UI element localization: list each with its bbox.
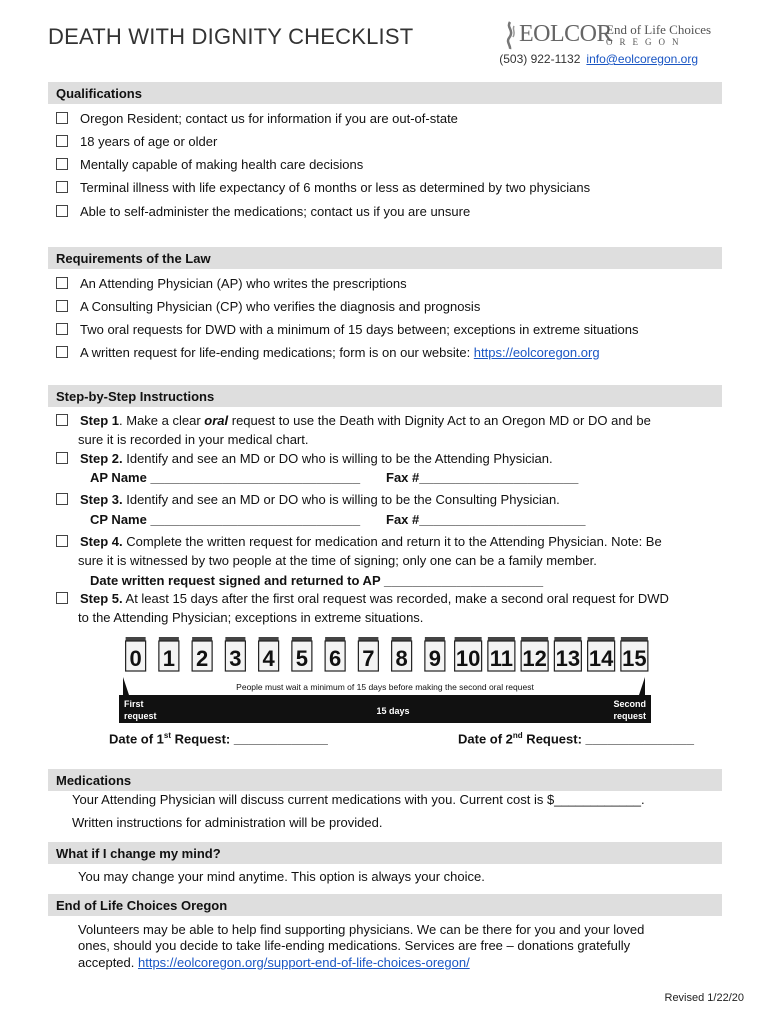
eolco-line-3: accepted. https://eolcoregon.org/support-end-of-life-choices-oregon/ [78, 955, 470, 970]
day-card [554, 637, 581, 671]
day-card [425, 637, 445, 671]
revised-date: Revised 1/22/20 [664, 992, 744, 1004]
day-number: 3 [229, 646, 242, 671]
checkbox[interactable] [56, 493, 68, 505]
day-number: 1 [162, 646, 175, 671]
step-4[interactable]: Step 4. Complete the written request for medication and return it to the Attending Physician. Note: Be [56, 534, 662, 549]
day-card [488, 637, 515, 671]
checkbox[interactable] [56, 158, 68, 170]
day-number: 12 [522, 646, 547, 671]
logo-line-1: End of Life Choices [606, 22, 712, 37]
day-number: 5 [295, 646, 308, 671]
phone: (503) 922-1132 [499, 52, 581, 66]
second-request-date-field[interactable]: Date of 2nd Request: _______________ [458, 731, 694, 747]
step-2[interactable]: Step 2. Identify and see an MD or DO who is willing to be the Attending Physician. [56, 451, 553, 466]
support-link[interactable]: https://eolcoregon.org/support-end-of-life-choices-oregon/ [138, 955, 470, 970]
checkbox[interactable] [56, 277, 68, 289]
first-request-arrow [123, 677, 129, 695]
day-card [259, 637, 279, 671]
written-request-date-field[interactable]: Date written request signed and returned to AP ______________________ [90, 573, 544, 588]
logo-line-2: OREGON [606, 37, 686, 47]
checkbox[interactable] [56, 181, 68, 193]
first-request-date-field[interactable]: Date of 1st Request: _____________ [109, 731, 328, 747]
step-5-continued: to the Attending Physician; exceptions in extreme situations. [78, 610, 424, 625]
change-mind-text: You may change your mind anytime. This option is always your choice. [78, 869, 485, 884]
day-number: 2 [196, 646, 209, 671]
section-qualifications: Qualifications [48, 82, 722, 104]
eolco-line-1: Volunteers may be able to help find supporting physicians. We can be there for you and your loved [78, 922, 645, 937]
qualification-item[interactable]: Able to self-administer the medications; contact us if you are unsure [56, 204, 470, 219]
contact-info [499, 52, 698, 66]
first-request-label-2: request [124, 711, 157, 721]
day-number: 8 [395, 646, 408, 671]
day-card [521, 637, 548, 671]
second-request-label-2: request [613, 711, 646, 721]
checkbox[interactable] [56, 592, 68, 604]
fifteen-days-label: 15 days [376, 706, 410, 716]
step-1-continued: sure it is recorded in your medical chart. [78, 432, 309, 447]
checkbox[interactable] [56, 535, 68, 547]
checkbox[interactable] [56, 205, 68, 217]
eolcor-logo [503, 20, 712, 52]
flame-logo-icon [503, 20, 519, 50]
qualification-item[interactable]: Oregon Resident; contact us for information if you are out-of-state [56, 111, 458, 126]
day-card [621, 637, 648, 671]
first-request-label-1: First [124, 699, 144, 709]
email-link[interactable]: info@eolcoregon.org [586, 52, 698, 66]
day-number: 15 [622, 646, 647, 671]
section-steps: Step-by-Step Instructions [48, 385, 722, 407]
qualification-item[interactable]: Terminal illness with life expectancy of 6 months or less as determined by two physicians [56, 180, 590, 195]
ap-name-field[interactable]: AP Name _____________________________ [90, 470, 361, 485]
fifteen-day-timeline [119, 635, 651, 725]
step-5[interactable]: Step 5. At least 15 days after the first oral request was recorded, make a second oral request for DWD [56, 591, 669, 606]
checkbox[interactable] [56, 414, 68, 426]
ap-fax-field[interactable]: Fax #______________________ [386, 470, 579, 485]
day-card [225, 637, 245, 671]
eolco-line-2: ones, should you decide to take life-ending medications. Services are free – donations gratefully [78, 938, 631, 953]
section-requirements: Requirements of the Law [48, 247, 722, 269]
section-change-mind: What if I change my mind? [48, 842, 722, 864]
step-3[interactable]: Step 3. Identify and see an MD or DO who is willing to be the Consulting Physician. [56, 492, 560, 507]
qualification-item[interactable]: Mentally capable of making health care decisions [56, 157, 363, 172]
requirement-item[interactable]: A Consulting Physician (CP) who verifies the diagnosis and prognosis [56, 299, 480, 314]
day-card [358, 637, 378, 671]
checkbox[interactable] [56, 452, 68, 464]
cp-name-field[interactable]: CP Name _____________________________ [90, 512, 361, 527]
section-medications: Medications [48, 769, 722, 791]
day-number: 14 [588, 646, 614, 671]
page-title: DEATH WITH DIGNITY CHECKLIST [48, 24, 414, 49]
day-card [588, 637, 615, 671]
day-number: 6 [329, 646, 342, 671]
day-number: 11 [489, 646, 514, 671]
timeline-caption: People must wait a minimum of 15 days before making the second oral request [236, 682, 534, 692]
checkbox[interactable] [56, 346, 68, 358]
medications-line-1: Your Attending Physician will discuss current medications with you. Current cost is $____________. [72, 792, 645, 807]
day-number: 13 [555, 646, 581, 671]
day-card [126, 637, 146, 671]
medications-line-2: Written instructions for administration will be provided. [72, 815, 383, 830]
day-number: 4 [262, 646, 275, 671]
day-card [455, 637, 482, 671]
logo-wordmark: EOLCOR [519, 21, 612, 47]
day-card [392, 637, 412, 671]
requirement-item[interactable]: A written request for life-ending medications; form is on our website: https://eolcoregon.org [56, 345, 600, 360]
requirement-item[interactable]: An Attending Physician (AP) who writes the prescriptions [56, 276, 407, 291]
day-card [159, 637, 179, 671]
step-4-continued: sure it is witnessed by two people at the time of signing; only one can be a family member. [78, 553, 597, 568]
second-request-arrow [639, 677, 645, 695]
day-card [192, 637, 212, 671]
section-eolco: End of Life Choices Oregon [48, 894, 722, 916]
day-number: 9 [428, 646, 441, 671]
day-number: 10 [455, 646, 481, 671]
day-number: 0 [129, 646, 142, 671]
day-card [292, 637, 312, 671]
checkbox[interactable] [56, 300, 68, 312]
day-number: 7 [362, 646, 375, 671]
website-link[interactable]: https://eolcoregon.org [473, 345, 600, 360]
checkbox[interactable] [56, 112, 68, 124]
step-1[interactable]: Step 1. Make a clear oral request to use the Death with Dignity Act to an Oregon MD or DO and be [56, 413, 651, 428]
day-card [325, 637, 345, 671]
qualification-item[interactable]: 18 years of age or older [56, 134, 217, 149]
second-request-label-1: Second [613, 699, 646, 709]
checkbox[interactable] [56, 323, 68, 335]
checkbox[interactable] [56, 135, 68, 147]
requirement-item[interactable]: Two oral requests for DWD with a minimum of 15 days between; exceptions in extreme situations [56, 322, 639, 337]
cp-fax-field[interactable]: Fax #_______________________ [386, 512, 586, 527]
